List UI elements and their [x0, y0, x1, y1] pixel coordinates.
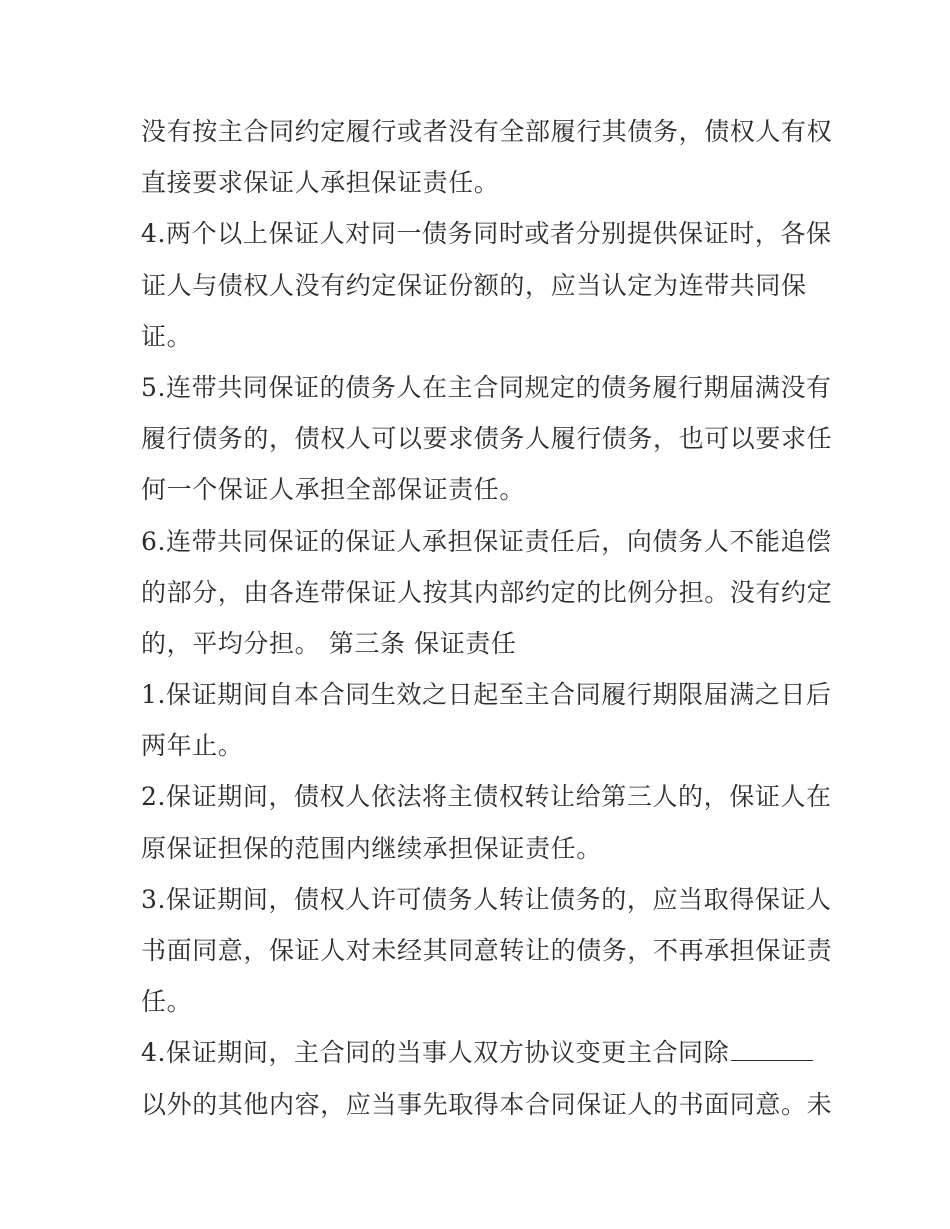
text-line: 3.保证期间，债权人许可债务人转让债务的，应当取得保证人 — [141, 884, 832, 914]
text-line: 5.连带共同保证的债务人在主合同规定的债务履行期届满没有 — [141, 372, 832, 402]
text-line: 1.保证期间自本合同生效之日起至主合同履行期限届满之日后 — [141, 680, 832, 710]
text-line: 履行债务的，债权人可以要求债务人履行债务，也可以要求任 — [141, 424, 833, 454]
text-line: 没有按主合同约定履行或者没有全部履行其债务，债权人有权 — [141, 117, 833, 146]
text-line: 的部分，由各连带保证人按其内部约定的比例分担。没有约定 — [141, 577, 833, 607]
text-line: 直接要求保证人承担保证责任。 — [141, 168, 500, 198]
text-line: 以外的其他内容，应当事先取得本合同保证人的书面同意。未 — [141, 1089, 833, 1119]
text-line: 证。 — [141, 321, 193, 351]
text-line: 任。 — [141, 987, 193, 1017]
text-line: 原保证担保的范围内继续承担保证责任。 — [141, 833, 602, 863]
text-line-with-blank — [141, 1027, 821, 1078]
text-line: 书面同意，保证人对未经其同意转让的债务，不再承担保证责 — [141, 936, 833, 965]
text-line: 何一个保证人承担全部保证责任。 — [141, 475, 526, 505]
text-line: 4.两个以上保证人对同一债务同时或者分别提供保证时，各保 — [141, 219, 832, 249]
text-line: 6.连带共同保证的保证人承担保证责任后，向债务人不能追偿 — [141, 526, 832, 556]
text-line: 2.保证期间，债权人依法将主债权转让给第三人的，保证人在 — [141, 782, 832, 812]
text-segment: 4.保证期间，主合同的当事人双方协议变更主合同除 — [141, 1038, 730, 1068]
text-line: 的，平均分担。 第三条 保证责任 — [141, 628, 517, 658]
text-line: 两年止。 — [141, 731, 244, 761]
document-body — [141, 106, 833, 1130]
text-line: 证人与债权人没有约定保证份额的，应当认定为连带共同保 — [141, 270, 807, 300]
fill-in-blank — [731, 1034, 813, 1061]
